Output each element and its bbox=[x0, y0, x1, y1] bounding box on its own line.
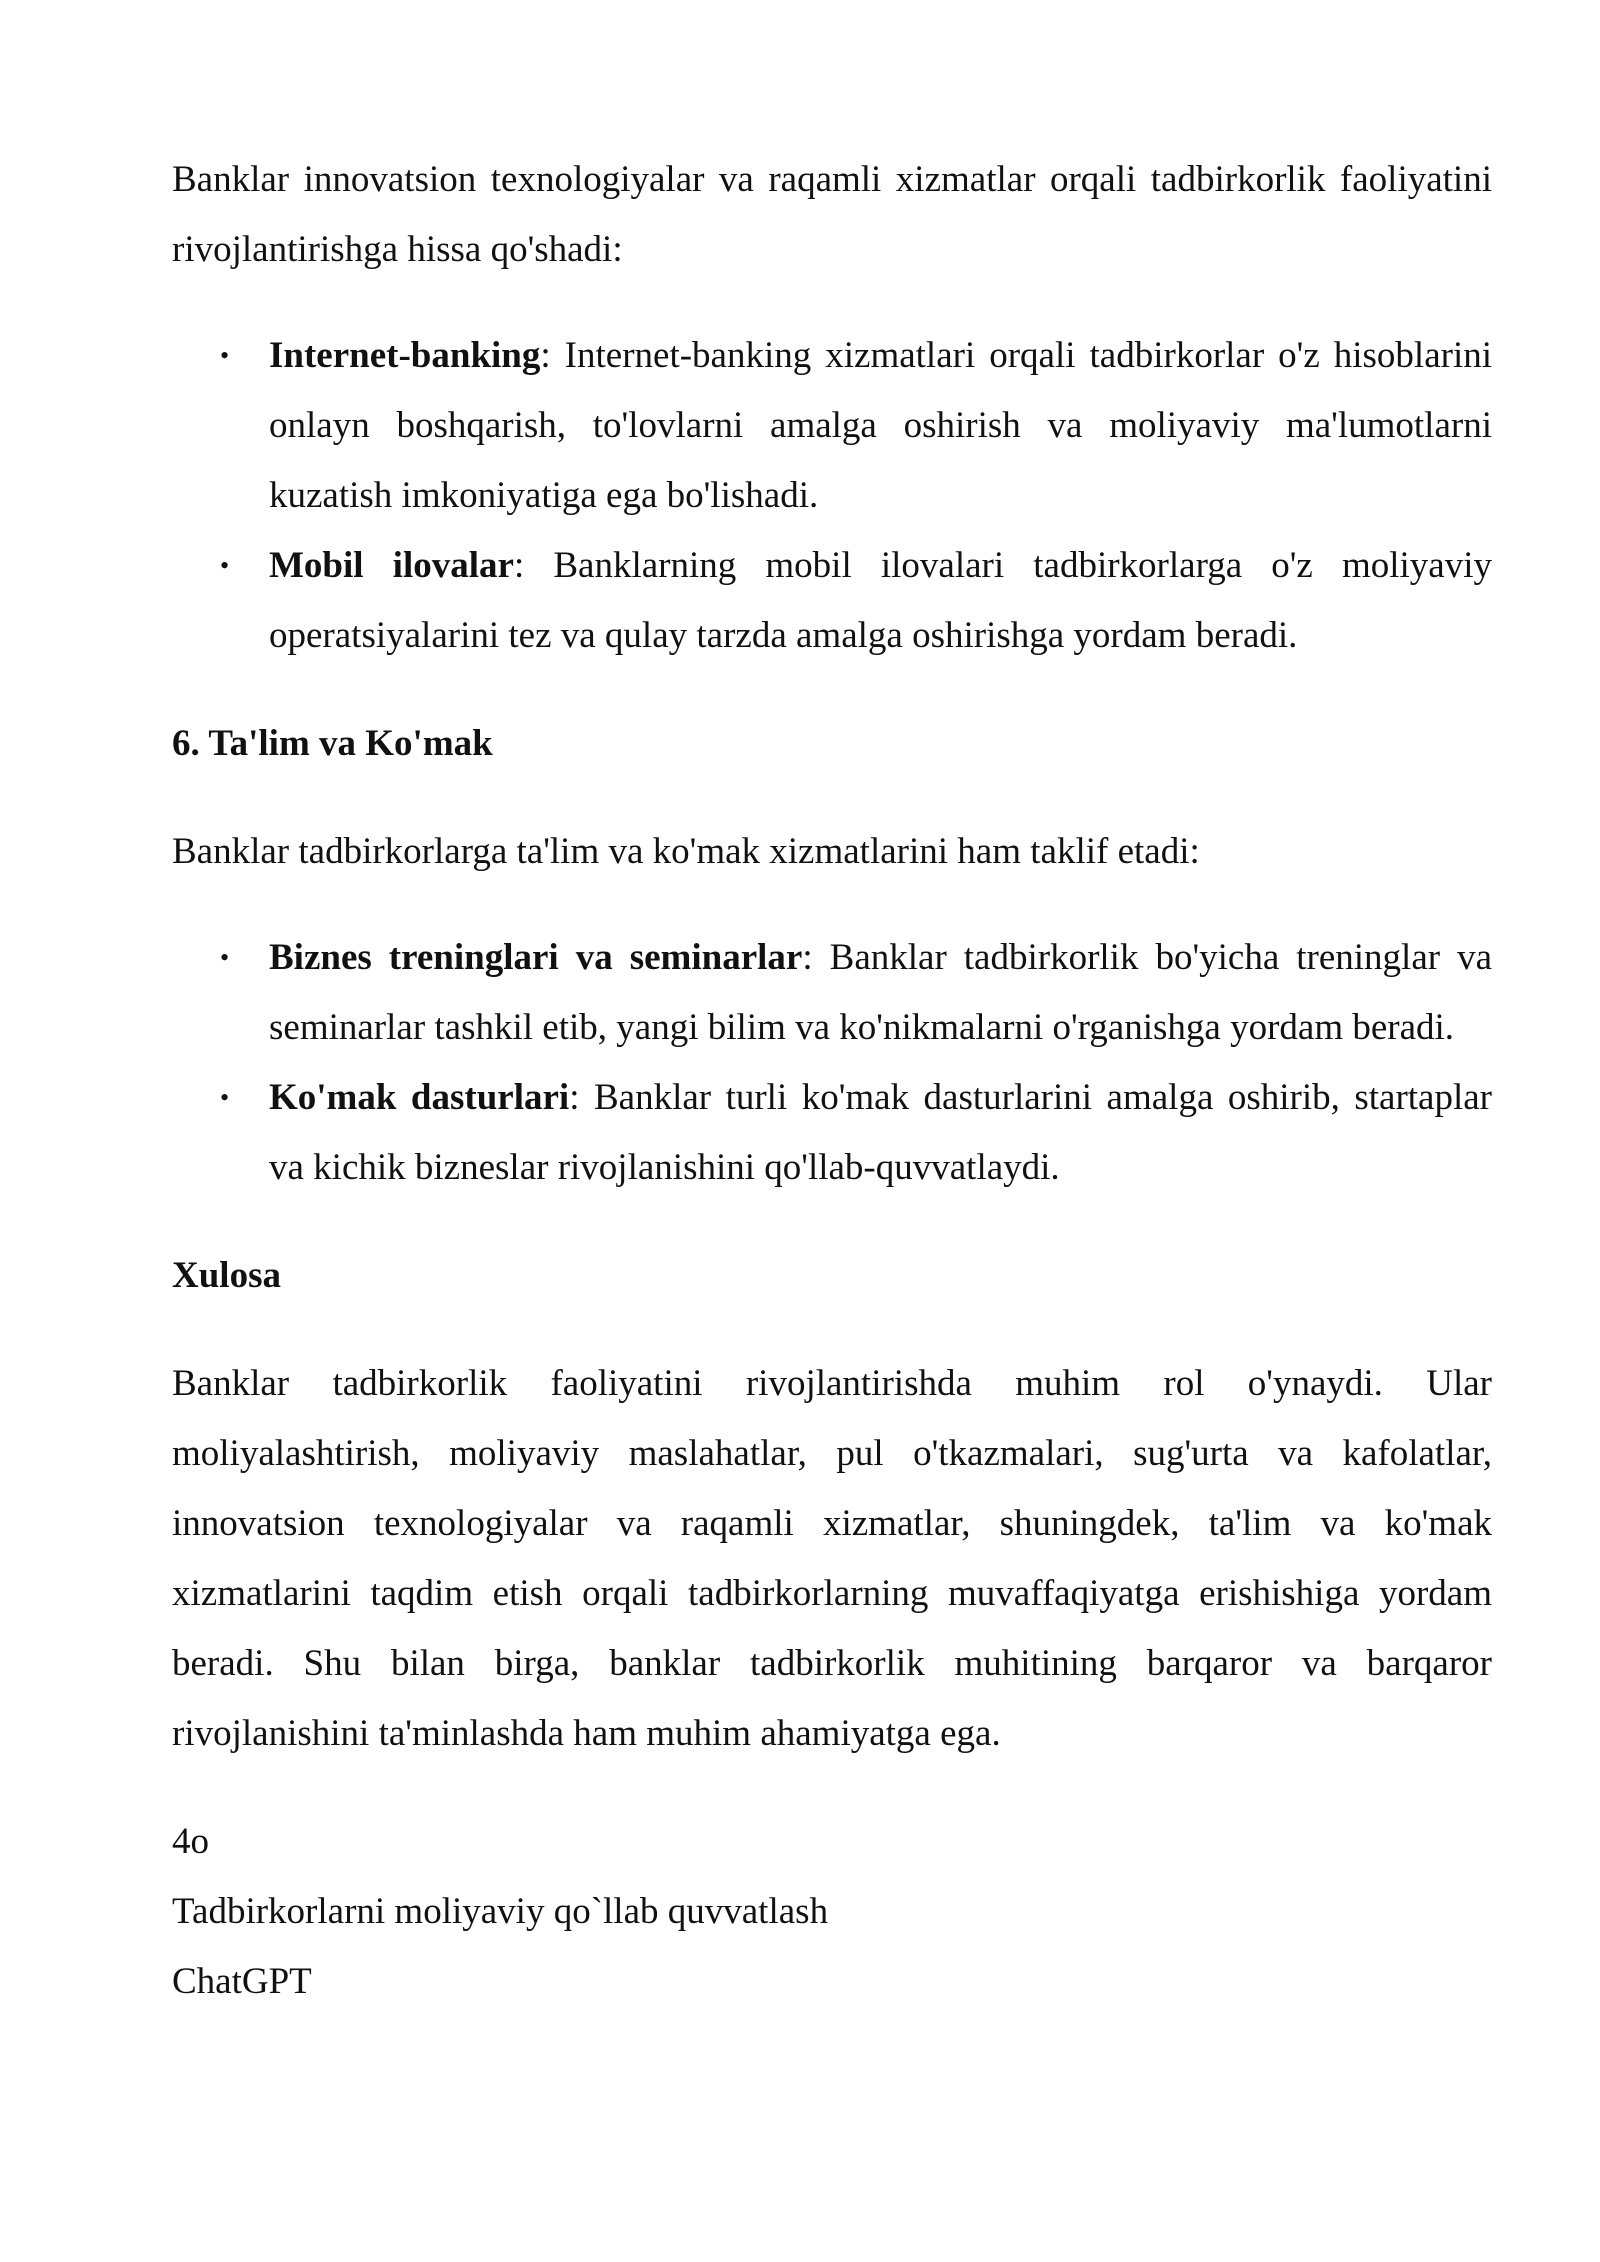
conclusion-heading: Xulosa bbox=[172, 1255, 281, 1296]
bullet-icon: • bbox=[220, 551, 230, 580]
tech-services-list bbox=[172, 321, 1492, 671]
list-item-description: Banklarning mobil ilovalari tadbirkorlarga o'z moliyaviy operatsiyalarini tez va qulay tarzda amalga oshirishga yordam beradi. bbox=[269, 545, 1493, 656]
list-item-description: Internet-banking xizmatlari orqali tadbirkorlar o'z hisoblarini onlayn boshqarish, to'lovlarni amalga oshirish va moliyaviy ma'lumotlarni kuzatish imkoniyatiga ega bo'lishadi. bbox=[269, 335, 1493, 516]
footer-model-label: 4o bbox=[172, 1821, 209, 1862]
section-heading: 6. Ta'lim va Ko'mak bbox=[172, 723, 493, 764]
list-item-term: Biznes treninglari va seminarlar bbox=[269, 937, 803, 978]
bullet-icon: • bbox=[220, 1083, 230, 1112]
list-item-term: Internet-banking bbox=[269, 335, 541, 376]
bullet-icon: • bbox=[220, 943, 230, 972]
section-paragraph: Banklar tadbirkorlarga ta'lim va ko'mak xizmatlarini ham taklif etadi: bbox=[172, 831, 1200, 872]
list-item bbox=[172, 1063, 1492, 1203]
education-support-list bbox=[172, 923, 1492, 1203]
list-item-description: Banklar turli ko'mak dasturlarini amalga oshirib, startaplar va kichik bizneslar rivojlanishini qo'llab-quvvatlaydi. bbox=[269, 1077, 1492, 1188]
list-item bbox=[172, 531, 1492, 671]
footer-source: ChatGPT bbox=[172, 1961, 312, 2002]
footer bbox=[172, 1807, 1492, 2017]
list-item-term: Ko'mak dasturlari bbox=[269, 1077, 570, 1118]
intro-paragraph: Banklar innovatsion texnologiyalar va raqamli xizmatlar orqali tadbirkorlik faoliyatini rivojlantirishga hissa qo'shadi: bbox=[172, 159, 1492, 270]
list-item-separator: : bbox=[513, 545, 554, 586]
footer-title: Tadbirkorlarni moliyaviy qo`llab quvvatlash bbox=[172, 1891, 829, 1932]
list-item bbox=[172, 321, 1492, 531]
conclusion-paragraph: Banklar tadbirkorlik faoliyatini rivojlantirishda muhim rol o'ynaydi. Ular moliyalashtirish, moliyaviy maslahatlar, pul o'tkazmalari, sug'urta va kafolatlar, innovatsion texnologiyalar va raqamli xizmatlar, shuningdek, ta'lim va ko'mak xizmatlarini taqdim etish orqali tadbirkorlarning muvaffaqiyatga erishishiga yordam beradi. Shu bilan birga, banklar tadbirkorlik muhitining barqaror va barqaror rivojlanishini ta'minlashda ham muhim ahamiyatga ega. bbox=[172, 1363, 1492, 1754]
list-item-separator: : bbox=[802, 937, 830, 978]
list-item bbox=[172, 923, 1492, 1063]
list-item-term: Mobil ilovalar bbox=[269, 545, 514, 586]
bullet-icon: • bbox=[220, 341, 230, 370]
list-item-separator: : bbox=[569, 1077, 594, 1118]
document-page bbox=[172, 145, 1492, 2017]
list-item-separator: : bbox=[540, 335, 565, 376]
list-item-description: Banklar tadbirkorlik bo'yicha treninglar va seminarlar tashkil etib, yangi bilim va ko'nikmalarni o'rganishga yordam beradi. bbox=[269, 937, 1493, 1048]
